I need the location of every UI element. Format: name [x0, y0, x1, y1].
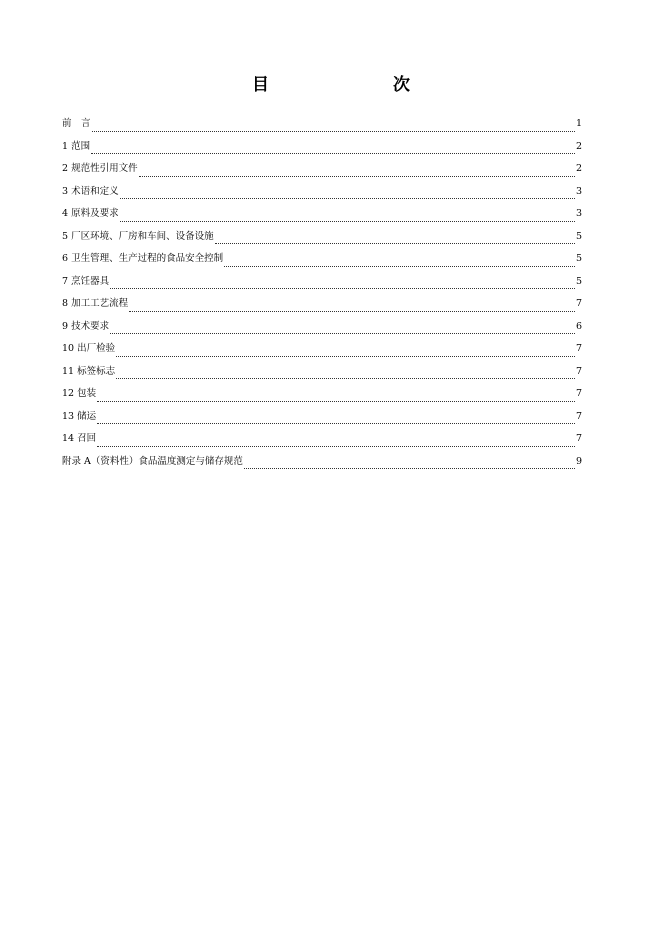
toc-entry-label: 7 烹饪器具	[62, 275, 110, 287]
toc-entry-label: 8 加工工艺流程	[62, 298, 129, 309]
toc-entry-label: 14 召回	[62, 433, 97, 444]
dot-leader	[215, 243, 575, 244]
toc-entry-packaging[interactable]	[62, 387, 582, 410]
toc-entry-foreword[interactable]	[62, 117, 582, 140]
toc-entry-page: 3	[575, 185, 582, 197]
toc-entry-page: 7	[575, 433, 582, 444]
toc-entry-raw-materials[interactable]	[62, 207, 582, 230]
toc-entry-label: 3 术语和定义	[62, 185, 119, 197]
toc-entry-label: 4 原料及要求	[62, 208, 119, 219]
dot-leader	[91, 153, 575, 154]
toc-entry-page: 7	[575, 410, 582, 422]
dot-leader	[97, 446, 575, 447]
dot-leader	[120, 198, 575, 199]
toc-entry-page: 2	[575, 140, 582, 152]
dot-leader	[92, 131, 575, 132]
toc-entry-page: 5	[575, 253, 582, 264]
toc-entry-page: 1	[575, 118, 582, 129]
dot-leader	[97, 423, 575, 424]
dot-leader	[110, 288, 575, 289]
toc-entry-label: 前 言	[62, 118, 91, 129]
toc-entry-plant-environment[interactable]	[62, 230, 582, 253]
dot-leader	[139, 176, 575, 177]
toc-entry-label: 10 出厂检验	[62, 343, 116, 354]
toc-entry-hygiene-management[interactable]	[62, 252, 582, 275]
toc-entry-page: 5	[575, 275, 582, 287]
dot-leader	[244, 468, 575, 469]
toc-entry-page: 7	[575, 343, 582, 354]
toc-title: 目 次	[252, 75, 440, 95]
toc-entry-recall[interactable]	[62, 432, 582, 455]
toc-entry-label: 5 厂区环境、厂房和车间、设备设施	[62, 230, 214, 242]
dot-leader	[224, 266, 575, 267]
toc-entry-page: 7	[575, 298, 582, 309]
toc-entry-page: 7	[575, 388, 582, 399]
toc-entry-technical-requirements[interactable]	[62, 320, 582, 343]
toc-entry-page: 3	[575, 208, 582, 219]
toc-entry-label: 1 范围	[62, 140, 91, 152]
toc-entry-page: 2	[575, 163, 582, 174]
toc-entry-label: 2 规范性引用文件	[62, 163, 138, 174]
toc-entry-factory-inspection[interactable]	[62, 342, 582, 365]
table-of-contents	[62, 117, 582, 477]
toc-entry-process-flow[interactable]	[62, 297, 582, 320]
toc-entry-label: 12 包装	[62, 388, 97, 399]
toc-entry-cooking-utensils[interactable]	[62, 275, 582, 298]
toc-entry-page: 5	[575, 230, 582, 242]
toc-entry-appendix-a[interactable]	[62, 455, 582, 478]
dot-leader	[116, 378, 575, 379]
dot-leader	[97, 401, 575, 402]
toc-entry-page: 9	[575, 455, 582, 467]
toc-entry-label: 11 标签标志	[62, 365, 116, 377]
toc-entry-label: 9 技术要求	[62, 320, 110, 332]
dot-leader	[110, 333, 575, 334]
toc-entry-scope[interactable]	[62, 140, 582, 163]
dot-leader	[120, 221, 575, 222]
toc-entry-label: 6 卫生管理、生产过程的食品安全控制	[62, 253, 224, 264]
toc-entry-labeling[interactable]	[62, 365, 582, 388]
dot-leader	[116, 356, 575, 357]
toc-entry-page: 7	[575, 365, 582, 377]
toc-entry-normative-references[interactable]	[62, 162, 582, 185]
toc-entry-label: 13 储运	[62, 410, 97, 422]
toc-entry-page: 6	[575, 320, 582, 332]
toc-entry-label: 附录 A（资料性）食品温度测定与储存规范	[62, 455, 243, 467]
dot-leader	[129, 311, 575, 312]
toc-entry-terms-definitions[interactable]	[62, 185, 582, 208]
toc-entry-storage-transport[interactable]	[62, 410, 582, 433]
